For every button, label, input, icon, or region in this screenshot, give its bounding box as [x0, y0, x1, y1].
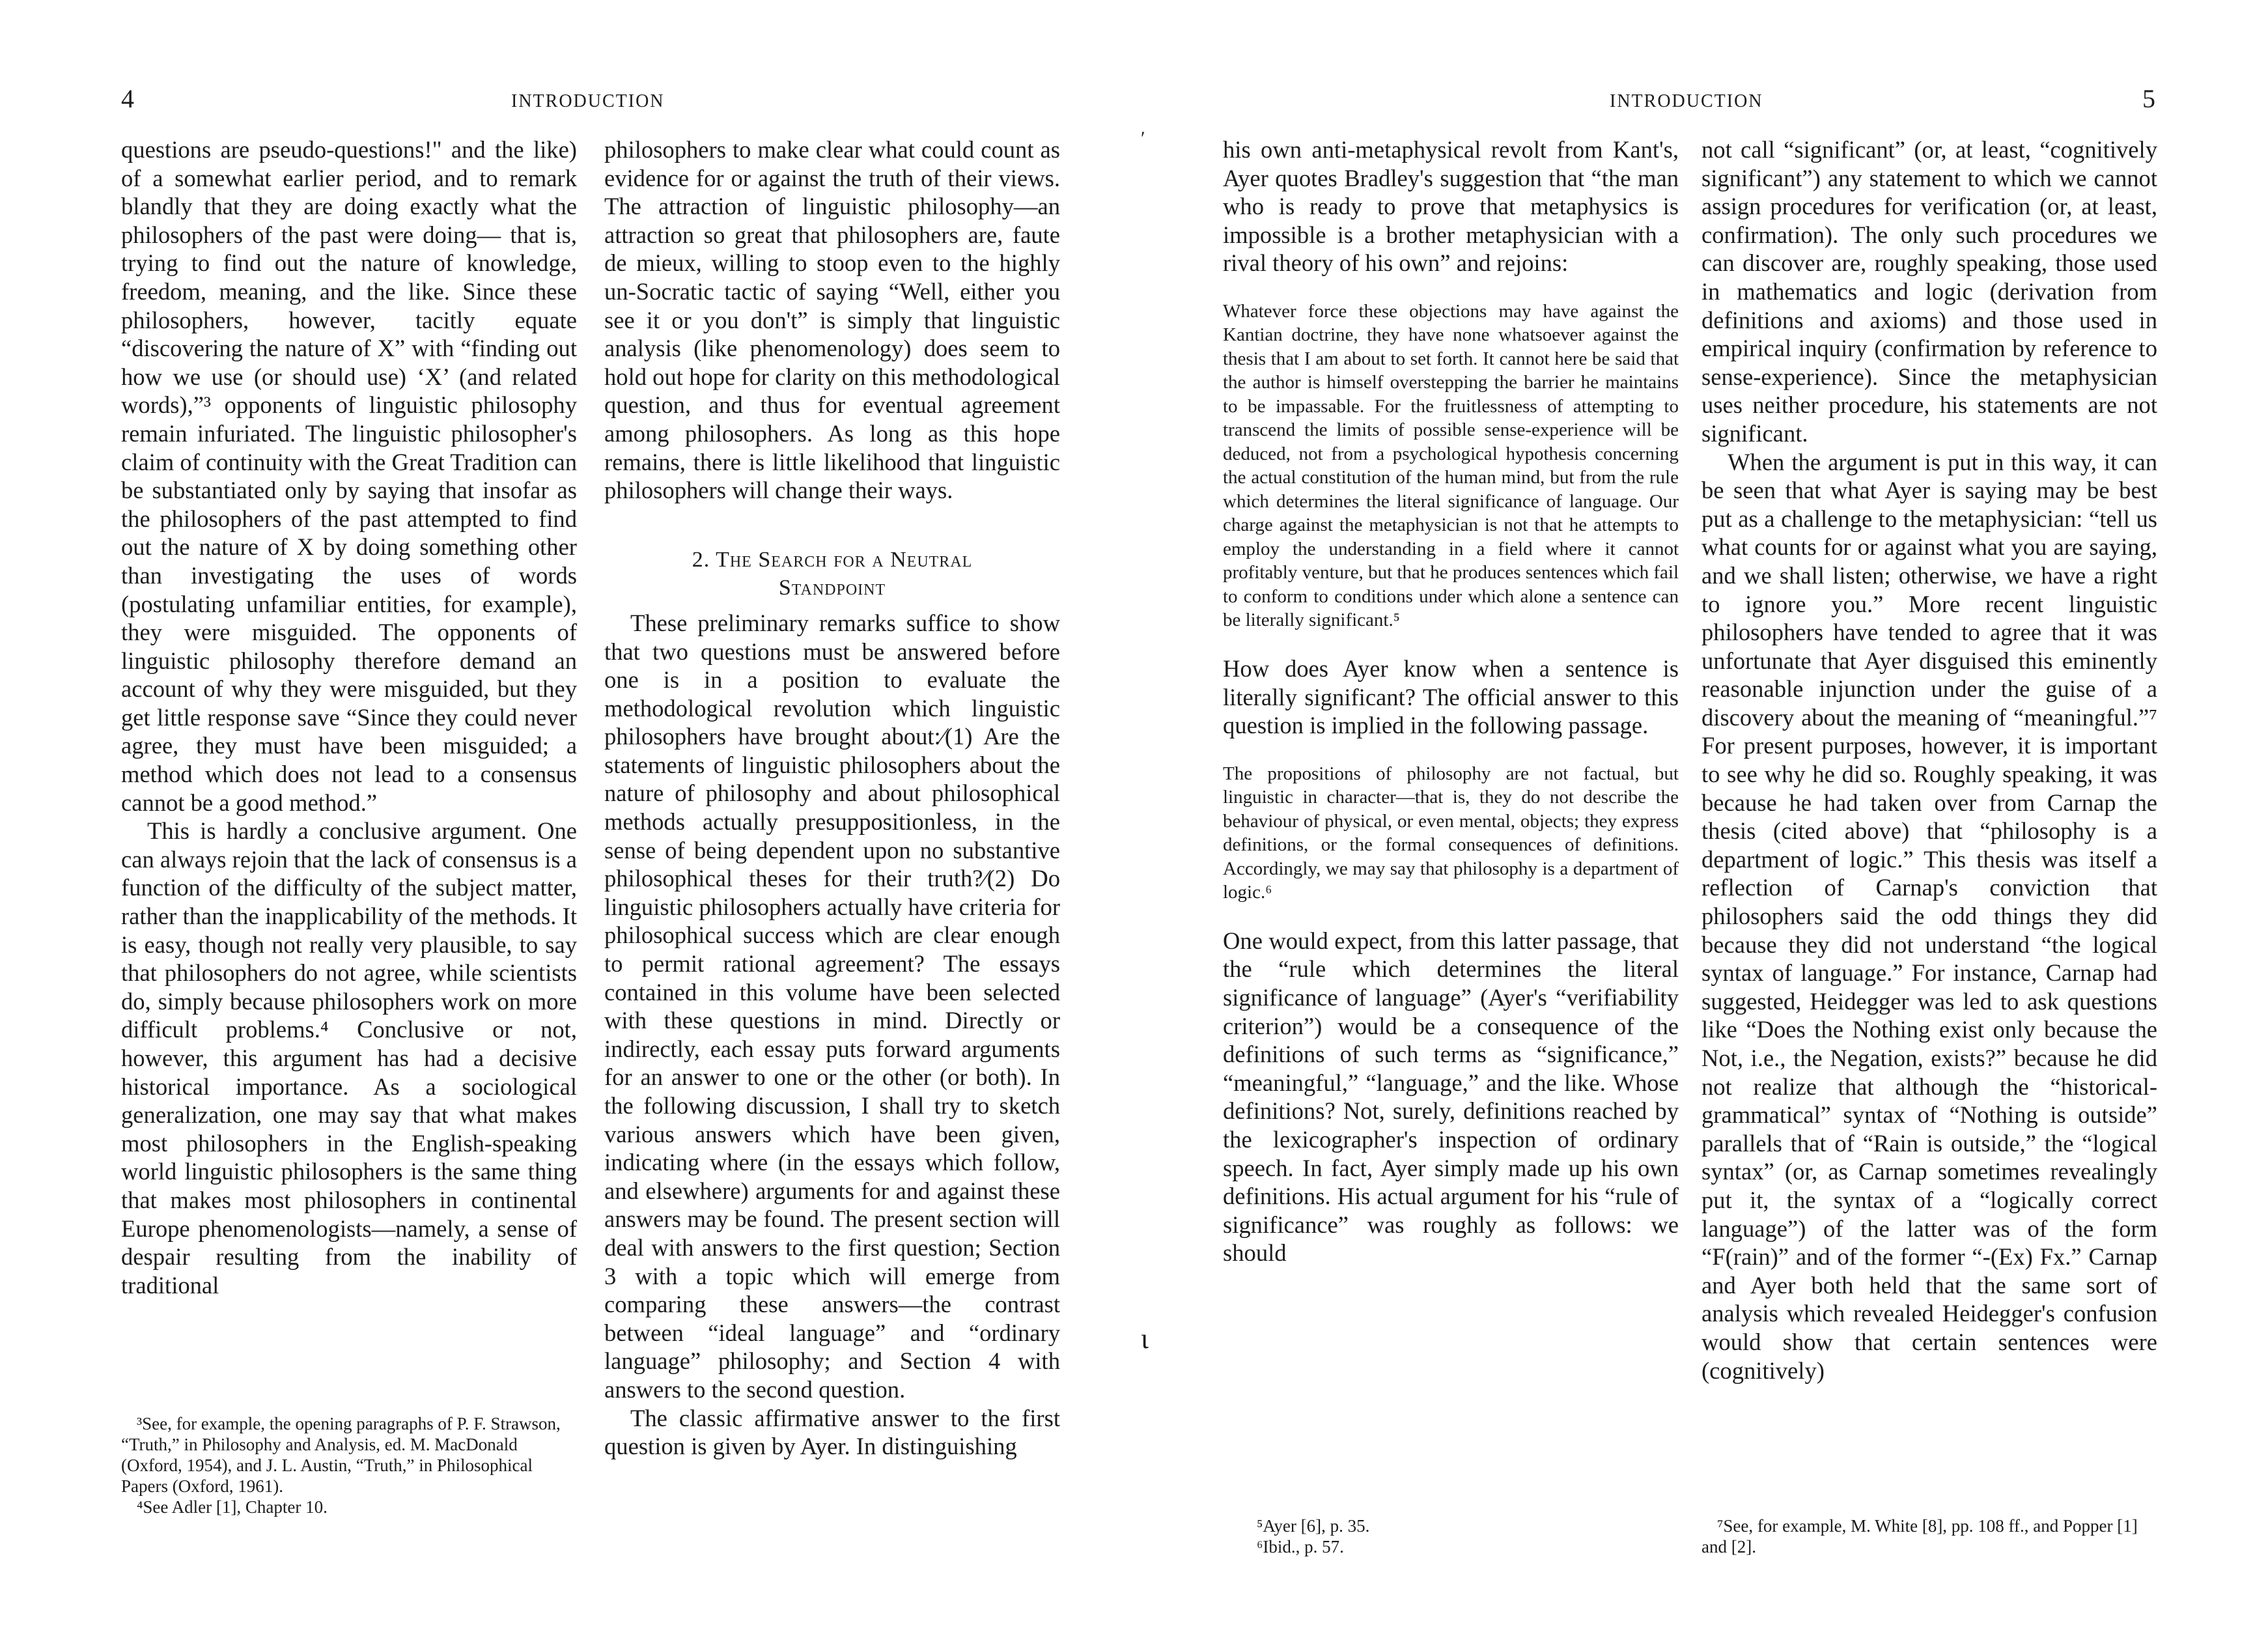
footnote-4: ⁴See Adler [1], Chapter 10. — [137, 1497, 328, 1517]
right-page-column-1 — [1223, 135, 1679, 1267]
running-head-left: INTRODUCTION — [511, 91, 665, 111]
paragraph: not call “significant” (or, at least, “cognitively significant”) any statement to which we cannot assign procedures for verification (or, at least, confirmation). The only such procedures we can discover are, roughly speaking, those used in mathematics and logic (derivation from definitions and axioms) and those used in empirical inquiry (confirmation by reference to sense-experience). Since the metaphysician uses neither procedure, his statements are not significant. — [1701, 136, 2157, 447]
section-heading — [604, 546, 1060, 602]
paragraph: How does Ayer know when a sentence is literally significant? The official answer to this question is implied in the following passage. — [1223, 655, 1679, 739]
paragraph: The classic affirmative answer to the first question is given by Ayer. In distinguishing — [604, 1404, 1060, 1460]
paragraph: When the argument is put in this way, it can be seen that what Ayer is saying may be best put as a challenge to the metaphysician: “tell us what counts for or against what you are saying, and we shall listen; otherwise, we have a right to ignore you.” More recent linguistic philosophers have tended to agree that it was unfortunate that Ayer disguised this eminently reasonable injunction under the guise of a discovery about the meaning of “meaningful.”⁷ For present purposes, however, it is important to see why he did so. Roughly speaking, it was because he had taken over from Carnap the thesis (cited above) that “philosophy is a department of logic.” This thesis was itself a reflection of Carnap's conviction that philosophers said the odd things they did because they did not understand “the logical syntax of language.” For instance, Carnap had suggested, Heidegger was led to ask questions like “Does the Nothing exist only because the Not, i.e., the Negation, exists?” because he did not realize that although the “historical-grammatical” syntax of “Nothing is outside” parallels that of “Rain is outside,” the “logical syntax” (or, as Carnap sometimes revealingly put it, the syntax of a “logically correct language”) of the latter was of the form “F(rain)” and of the former “-(Ex) Fx.” Carnap and Ayer both held that the same sort of analysis which revealed Heidegger's confusion would show that certain sentences were (cognitively) — [1701, 448, 2157, 1384]
page-number-right: 5 — [2142, 84, 2155, 113]
footnote-7: ⁷See, for example, M. White [8], pp. 108 ff., and Popper [1] and [2]. — [1701, 1516, 2138, 1556]
right-page-footnotes-col2 — [1701, 1515, 2157, 1557]
left-page-column-2 — [604, 135, 1060, 1461]
footnote-6: ⁶Ibid., p. 57. — [1257, 1537, 1344, 1556]
section-heading-line-1: 2. The Search for a Neutral — [692, 547, 973, 572]
scan-mark: ɩ — [1141, 1323, 1149, 1355]
running-head-right: INTRODUCTION — [1610, 91, 1763, 111]
paragraph: One would expect, from this latter passage, that the “rule which determines the literal significance of language” (Ayer's “verifiability criterion”) would be a consequence of the definitions of such terms as “significance,” “meaningful,” “language,” and the like. Whose definitions? Not, surely, definitions reached by the lexicographer's inspection of ordinary speech. In fact, Ayer simply made up his own definitions. His actual argument for his “rule of significance” was roughly as follows: we should — [1223, 927, 1679, 1267]
paragraph: his own anti-metaphysical revolt from Kant's, Ayer quotes Bradley's suggestion that “the man who is ready to prove that metaphysics is impossible is a brother metaphysician with a rival theory of his own” and rejoins: — [1223, 136, 1679, 277]
paragraph: questions are pseudo-questions!" and the like) of a somewhat earlier period, and to remark blandly that they are doing exactly what the philosophers of the past were doing— that is, trying to find out the nature of knowledge, freedom, meaning, and the like. Since these philosophers, however, tacitly equate “discovering the nature of X” with “finding out how we use (or should use) ‘X’ (and related words),”³ opponents of linguistic philosophy remain infuriated. The linguistic philosopher's claim of continuity with the Great Tradition can be substantiated only by saying that insofar as the philosophers of the past attempted to find out the nature of X by doing something other than investigating the uses of words (postulating unfamiliar entities, for example), they were misguided. The opponents of linguistic philosophy therefore demand an account of why they were misguided, but they get little response save “Since they could never agree, they must have been misguided; a method which does not lead to a consensus cannot be a good method.” — [121, 136, 577, 816]
paragraph: This is hardly a conclusive argument. One can always rejoin that the lack of consensus is a function of the difficulty of the subject matter, rather than the inapplicability of the methods. It is easy, though not really very plausible, to say that philosophers do not agree, while scientists do, simply because philosophers work on more difficult problems.⁴ Conclusive or not, however, this argument has had a decisive historical importance. As a sociological generalization, one may say that what makes most philosophers in the English-speaking world linguistic philosophers is the same thing that makes most philosophers in continental Europe phenomenologists—namely, a sense of despair resulting from the inability of traditional — [121, 817, 577, 1299]
right-page-footnotes-col1 — [1257, 1515, 1700, 1557]
right-page-column-2 — [1701, 135, 2157, 1385]
block-quote-2: The propositions of philosophy are not factual, but linguistic in character—that is, they do not describe the behaviour of physical, or even mental, objects; they express definitions, or the formal consequences of definitions. Accordingly, we may say that philosophy is a department of logic.⁶ — [1223, 763, 1679, 903]
block-quote-1: Whatever force these objections may have against the Kantian doctrine, they have none whatsoever against the thesis that I am about to set forth. It cannot here be said that the author is himself overstepping the barrier he maintains to be impassable. For the fruitlessness of attempting to transcend the limits of possible sense-experience will be deduced, not from a psychological hypothesis concerning the actual constitution of the human mind, but from the rule which determines the literal significance of language. Our charge against the metaphysician is not that he attempts to employ the understanding in a field where it cannot profitably venture, but that he produces sentences which fail to conform to conditions under which alone a sentence can be literally significant.⁵ — [1223, 300, 1679, 631]
left-page-column-1 — [121, 135, 577, 1299]
paragraph: philosophers to make clear what could count as evidence for or against the truth of their views. The attraction of linguistic philosophy—an attraction so great that philosophers are, faute de mieux, willing to stoop even to the highly un-Socratic tactic of saying “Well, either you see it or you don't” is simply that linguistic analysis (like phenomenology) does seem to hold out hope for clarity on this methodological question, and thus for eventual agreement among philosophers. As long as this hope remains, there is little likelihood that linguistic philosophers will change their ways. — [604, 136, 1060, 504]
left-page-footnotes — [121, 1413, 564, 1517]
scan-mark: ′ — [1141, 128, 1145, 149]
page-number-left: 4 — [121, 84, 134, 113]
paragraph: These preliminary remarks suffice to show that two questions must be answered before one is in a position to evaluate the methodological revolution which linguistic philosophers have brought about:⁄(1) Are the statements of linguistic philosophers about the nature of philosophy and about philosophical methods actually presuppositionless, in the sense of being dependent upon no substantive philosophical theses for their truth?⁄(2) Do linguistic philosophers actually have criteria for philosophical success which are clear enough to permit rational agreement? The essays contained in this volume have been selected with these questions in mind. Directly or indirectly, each essay puts forward arguments for an answer to one or the other (or both). In the following discussion, I shall try to sketch various answers which have been given, indicating where (in the essays which follow, and elsewhere) arguments for and against these answers may be found. The present section will deal with answers to the first question; Section 3 with a topic which will emerge from comparing these answers—the contrast between “ideal language” and “ordinary language” philosophy; and Section 4 with answers to the second question. — [604, 609, 1060, 1403]
footnote-3: ³See, for example, the opening paragraphs of P. F. Strawson, “Truth,” in Philosophy and Analysis, ed. M. MacDonald (Oxford, 1954), and J. L. Austin, “Truth,” in Philosophical Papers (Oxford, 1961). — [121, 1414, 561, 1496]
footnote-5: ⁵Ayer [6], p. 35. — [1257, 1516, 1370, 1536]
section-heading-line-2: Standpoint — [778, 576, 886, 600]
